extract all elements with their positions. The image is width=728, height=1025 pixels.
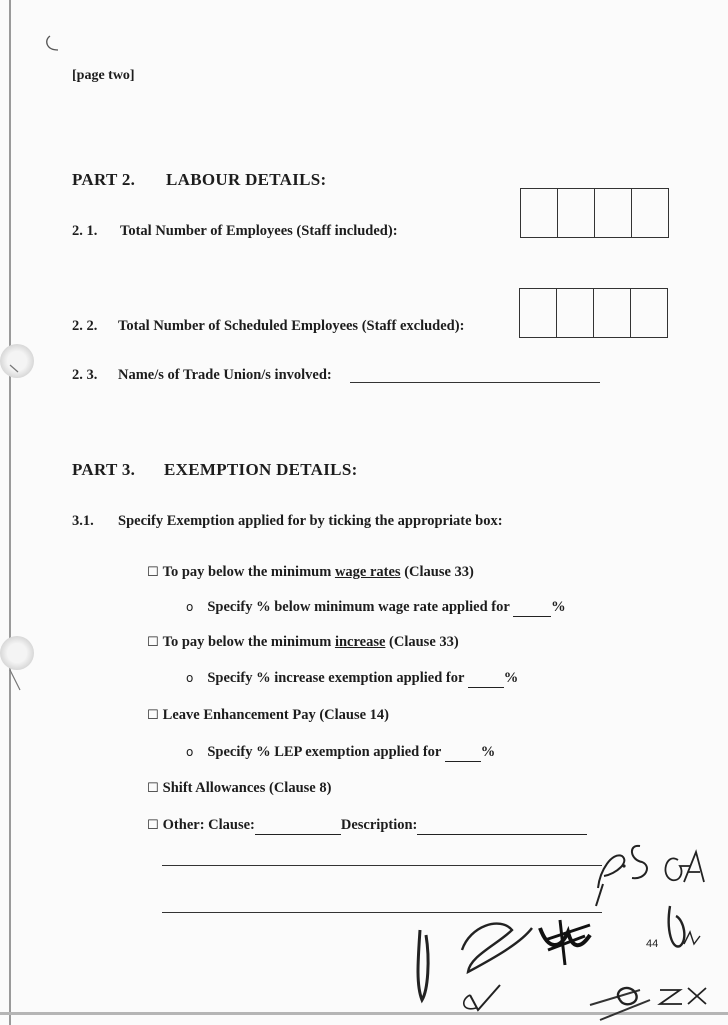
sub-increase-percent [186, 670, 518, 688]
option-increase[interactable] [147, 634, 459, 651]
bullet-icon: o [186, 671, 194, 685]
sub-text: Specify % LEP exemption applied for [207, 744, 442, 760]
part2-heading-number: PART 2. [72, 170, 136, 189]
q2-3-number: 2. 3. [72, 367, 98, 383]
q2-2-label: Total Number of Scheduled Employees (Staff excluded): [118, 318, 465, 334]
option-text: Shift Allowances (Clause 8) [162, 780, 332, 796]
option-other[interactable] [147, 817, 587, 835]
digit-box[interactable] [558, 189, 595, 237]
option-text: To pay below the minimum [162, 564, 335, 580]
description-line-2[interactable] [162, 912, 602, 913]
option-text: Leave Enhancement Pay (Clause 14) [162, 707, 389, 723]
option-shift-allowances[interactable] [147, 780, 331, 797]
checkbox-icon[interactable]: ☐ [147, 565, 159, 580]
percent-sign: % [551, 599, 566, 615]
q3-1-label: Specify Exemption applied for by ticking the appropriate box: [118, 513, 503, 529]
digit-box[interactable] [594, 289, 631, 337]
checkbox-icon[interactable]: ☐ [147, 781, 159, 796]
digit-box[interactable] [632, 189, 668, 237]
q2-1-number: 2. 1. [72, 223, 98, 239]
total-employees-digit-boxes[interactable] [520, 188, 669, 238]
page-number: 44 [646, 938, 659, 950]
option-leave-enhancement[interactable] [147, 707, 389, 724]
digit-box[interactable] [521, 189, 558, 237]
page-label: [page two] [72, 68, 135, 83]
q2-3-label: Name/s of Trade Union/s involved: [118, 367, 332, 383]
sub-lep-percent [186, 744, 495, 762]
percent-blank[interactable] [513, 599, 551, 617]
sub-wage-rate-percent [186, 599, 566, 617]
option-underlined-text: increase [334, 634, 386, 650]
percent-blank[interactable] [445, 744, 481, 762]
part3-heading-number: PART 3. [72, 460, 136, 479]
other-description-label: Description: [340, 817, 418, 833]
option-text: To pay below the minimum [162, 634, 335, 650]
part3-heading-title: EXEMPTION DETAILS: [164, 460, 358, 479]
option-clause: (Clause 33) [400, 564, 474, 580]
sub-text: Specify % increase exemption applied for [207, 670, 465, 686]
other-clause-blank[interactable] [255, 817, 341, 835]
bullet-icon: o [186, 600, 194, 614]
checkbox-icon[interactable]: ☐ [147, 708, 159, 723]
scheduled-employees-digit-boxes[interactable] [519, 288, 668, 338]
q2-2-number: 2. 2. [72, 318, 98, 334]
checkbox-icon[interactable]: ☐ [147, 818, 159, 833]
q3-1-number: 3.1. [72, 513, 94, 529]
percent-sign: % [480, 744, 496, 760]
digit-box[interactable] [595, 189, 632, 237]
option-clause: (Clause 33) [385, 634, 459, 650]
digit-box[interactable] [631, 289, 667, 337]
percent-sign: % [503, 670, 519, 686]
sub-text: Specify % below minimum wage rate applied for [207, 599, 510, 615]
part2-heading-title: LABOUR DETAILS: [166, 170, 327, 189]
q2-1-label: Total Number of Employees (Staff included): [120, 223, 398, 239]
digit-box[interactable] [557, 289, 594, 337]
checkbox-icon[interactable]: ☐ [147, 635, 159, 650]
digit-box[interactable] [520, 289, 557, 337]
other-clause-label: Other: Clause: [162, 817, 255, 833]
option-wage-rates[interactable] [147, 564, 474, 581]
description-line-1[interactable] [162, 865, 602, 866]
option-underlined-text: wage rates [334, 564, 401, 580]
percent-blank[interactable] [468, 670, 504, 688]
other-description-blank[interactable] [417, 817, 587, 835]
trade-union-blank[interactable] [350, 382, 600, 383]
bullet-icon: o [186, 745, 194, 759]
